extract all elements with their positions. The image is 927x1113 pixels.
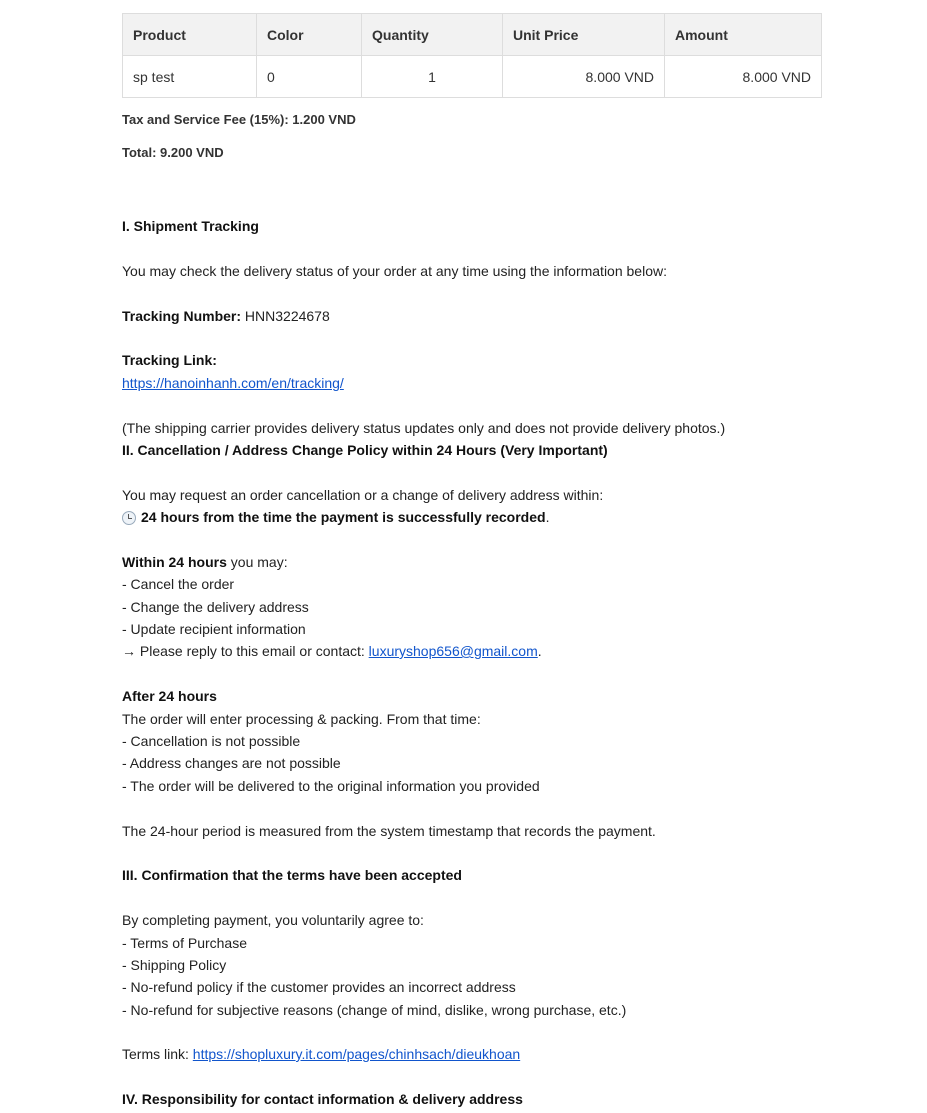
within-rest: you may: — [226, 554, 288, 570]
shipping-note: (The shipping carrier provides delivery status updates only and does not provide delivery photos.) — [122, 420, 726, 436]
col-product: Product — [123, 14, 257, 56]
list-item: - The order will be delivered to the original information you provided — [122, 778, 540, 794]
contact-line: → Please reply to this email or contact: luxuryshop656@gmail.com. — [122, 643, 542, 659]
terms-link[interactable]: https://shopluxury.it.com/pages/chinhsach/dieukhoan — [192, 1046, 521, 1062]
email-link[interactable]: luxuryshop656@gmail.com — [368, 643, 538, 659]
within-line — [122, 553, 288, 571]
list-item: - Change the delivery address — [122, 599, 309, 615]
section-4-heading: IV. Responsibility for contact information & delivery address — [122, 1091, 523, 1107]
list-item: - Shipping Policy — [122, 957, 227, 973]
cell-product: sp test — [123, 56, 257, 98]
col-amount: Amount — [665, 14, 822, 56]
tracking-link[interactable]: https://hanoinhanh.com/en/tracking/ — [122, 375, 344, 391]
section-2-intro: You may request an order cancellation or a change of delivery address within: — [122, 487, 604, 503]
cell-amount: 8.000 VND — [665, 56, 822, 98]
clock-icon — [122, 511, 136, 525]
col-unit-price: Unit Price — [503, 14, 665, 56]
table-row — [123, 56, 822, 98]
after-heading: After 24 hours — [122, 688, 217, 704]
col-color: Color — [257, 14, 362, 56]
tracking-number-label: Tracking Number: — [122, 308, 242, 324]
col-quantity: Quantity — [362, 14, 503, 56]
section-1-heading: I. Shipment Tracking — [122, 218, 259, 234]
total-line: Total: 9.200 VND — [122, 145, 224, 160]
list-item: - No-refund for subjective reasons (change of mind, dislike, wrong purchase, etc.) — [122, 1002, 627, 1018]
contact-prefix: → Please reply to this email or contact: — [122, 643, 369, 659]
list-item: - Terms of Purchase — [122, 935, 248, 951]
section-1-intro: You may check the delivery status of your order at any time using the information below: — [122, 263, 667, 279]
tracking-link-label: Tracking Link: — [122, 352, 217, 368]
period-note: The 24-hour period is measured from the system timestamp that records the payment. — [122, 823, 656, 839]
deadline-line: 24 hours from the time the payment is successfully recorded. — [122, 508, 549, 526]
terms-line — [122, 1045, 520, 1063]
deadline-text: 24 hours from the time the payment is successfully recorded — [141, 509, 546, 525]
section-3-intro: By completing payment, you voluntarily agree to: — [122, 912, 424, 928]
cell-quantity: 1 — [362, 56, 503, 98]
cell-color: 0 — [257, 56, 362, 98]
cell-unit-price: 8.000 VND — [503, 56, 665, 98]
section-3-heading: III. Confirmation that the terms have been accepted — [122, 867, 462, 883]
table-header-row — [123, 14, 822, 56]
terms-label: Terms link: — [122, 1046, 193, 1062]
order-table — [122, 13, 822, 98]
list-item: - Cancel the order — [122, 576, 235, 592]
list-item: - Address changes are not possible — [122, 755, 341, 771]
section-2-heading: II. Cancellation / Address Change Policy within 24 Hours (Very Important) — [122, 442, 608, 458]
list-item: - No-refund policy if the customer provides an incorrect address — [122, 979, 516, 995]
list-item: - Cancellation is not possible — [122, 733, 301, 749]
tracking-number-line — [122, 307, 330, 325]
tracking-number: HNN3224678 — [241, 308, 330, 324]
list-item: - Update recipient information — [122, 621, 306, 637]
within-label: Within 24 hours — [122, 554, 227, 570]
after-intro: The order will enter processing & packing. From that time: — [122, 711, 481, 727]
tax-line: Tax and Service Fee (15%): 1.200 VND — [122, 112, 356, 127]
